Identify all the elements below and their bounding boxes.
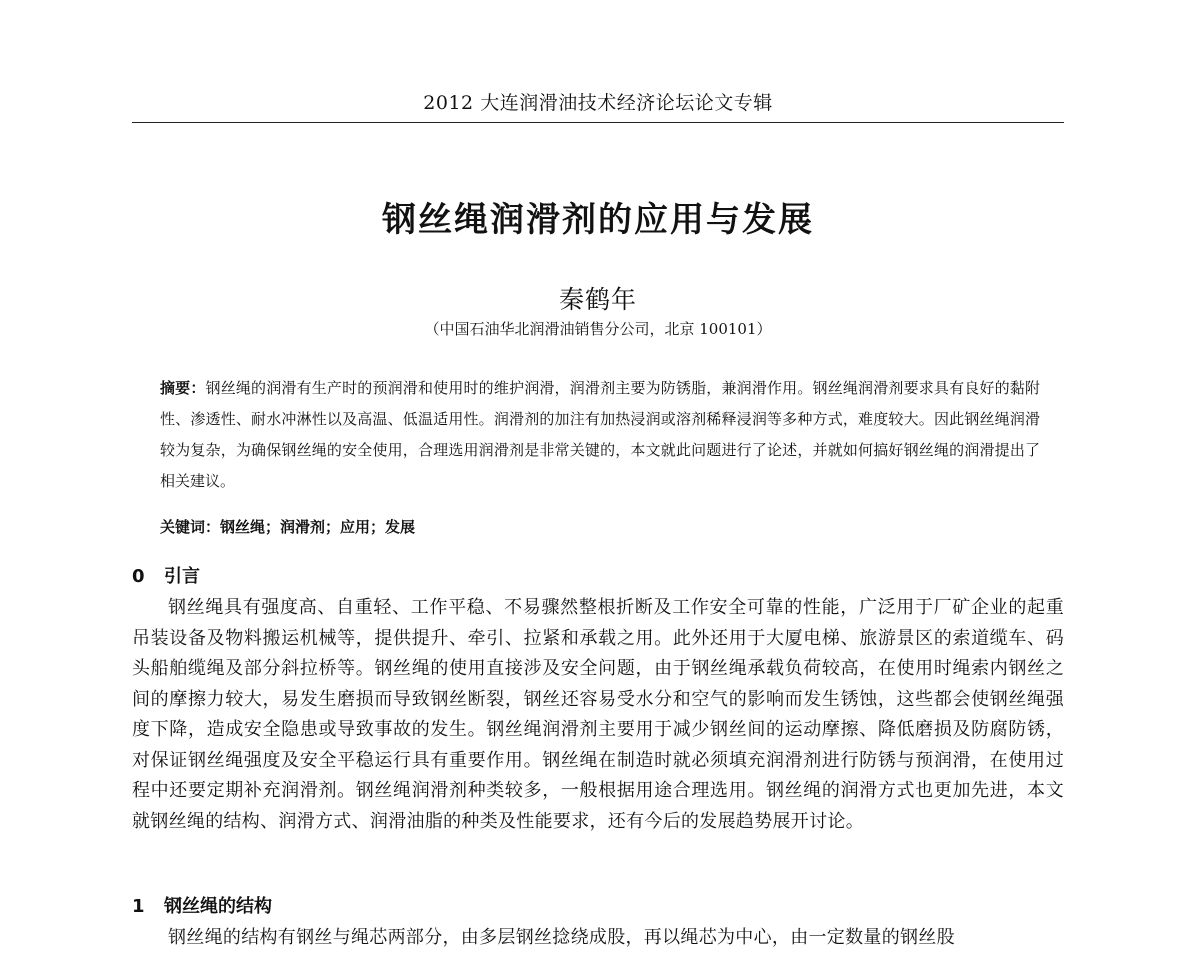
keywords bbox=[160, 513, 1040, 541]
abstract bbox=[160, 373, 1040, 497]
section-number: 1 bbox=[132, 896, 145, 917]
author-affiliation: （中国石油华北润滑油销售分公司，北京 100101） bbox=[424, 320, 772, 338]
abstract-label: 摘要： bbox=[160, 379, 206, 397]
running-header: 2012 大连润滑油技术经济论坛论文专辑 bbox=[423, 92, 773, 114]
section-title: 钢丝绳的结构 bbox=[164, 896, 272, 917]
section-heading-structure bbox=[132, 893, 1032, 921]
author-name: 秦鹤年 bbox=[558, 285, 637, 314]
section-heading-introduction bbox=[132, 563, 1032, 591]
paper-title: 钢丝绳润滑剂的应用与发展 bbox=[382, 200, 814, 240]
keywords-label: 关键词： bbox=[160, 518, 221, 536]
keywords-text: 钢丝绳；润滑剂；应用；发展 bbox=[220, 518, 416, 536]
introduction-paragraph: 钢丝绳具有强度高、自重轻、工作平稳、不易骤然整根折断及工作安全可靠的性能，广泛用于厂矿企业的起重吊装设备及物料搬运机械等，提供提升、牵引、拉紧和承载之用。此外还用于大厦电梯、旅游景区的索道缆车、码头船舶缆绳及部分斜拉桥等。钢丝绳的使用直接涉及安全问题，由于钢丝绳承载负荷较高，在使用时绳索内钢丝之间的摩擦力较大，易发生磨损而导致钢丝断裂，钢丝还容易受水分和空气的影响而发生锈蚀，这些都会使钢丝绳强度下降，造成安全隐患或导致事故的发生。钢丝绳润滑剂主要用于减少钢丝间的运动摩擦、降低磨损及防腐防锈，对保证钢丝绳强度及安全平稳运行具有重要作用。钢丝绳在制造时就必须填充润滑剂进行防锈与预润滑，在使用过程中还要定期补充润滑剂。钢丝绳润滑剂种类较多，一般根据用途合理选用。钢丝绳的润滑方式也更加先进，本文就钢丝绳的结构、润滑方式、润滑油脂的种类及性能要求，还有今后的发展趋势展开讨论。 bbox=[132, 597, 1064, 832]
header-rule bbox=[132, 122, 1064, 123]
structure-paragraph: 钢丝绳的结构有钢丝与绳芯两部分，由多层钢丝捻绕成股，再以绳芯为中心，由一定数量的钢丝股 bbox=[168, 927, 955, 948]
section-number: 0 bbox=[132, 566, 145, 587]
abstract-text: 钢丝绳的润滑有生产时的预润滑和使用时的维护润滑，润滑剂主要为防锈脂，兼润滑作用。钢丝绳润滑剂要求具有良好的黏附性、渗透性、耐水冲淋性以及高温、低温适用性。润滑剂的加注有加热浸润或溶剂稀释浸润等多种方式，难度较大。因此钢丝绳润滑较为复杂，为确保钢丝绳的安全使用，合理选用润滑剂是非常关键的，本文就此问题进行了论述，并就如何搞好钢丝绳的润滑提出了相关建议。 bbox=[160, 379, 1040, 490]
section-title: 引言 bbox=[164, 566, 200, 587]
